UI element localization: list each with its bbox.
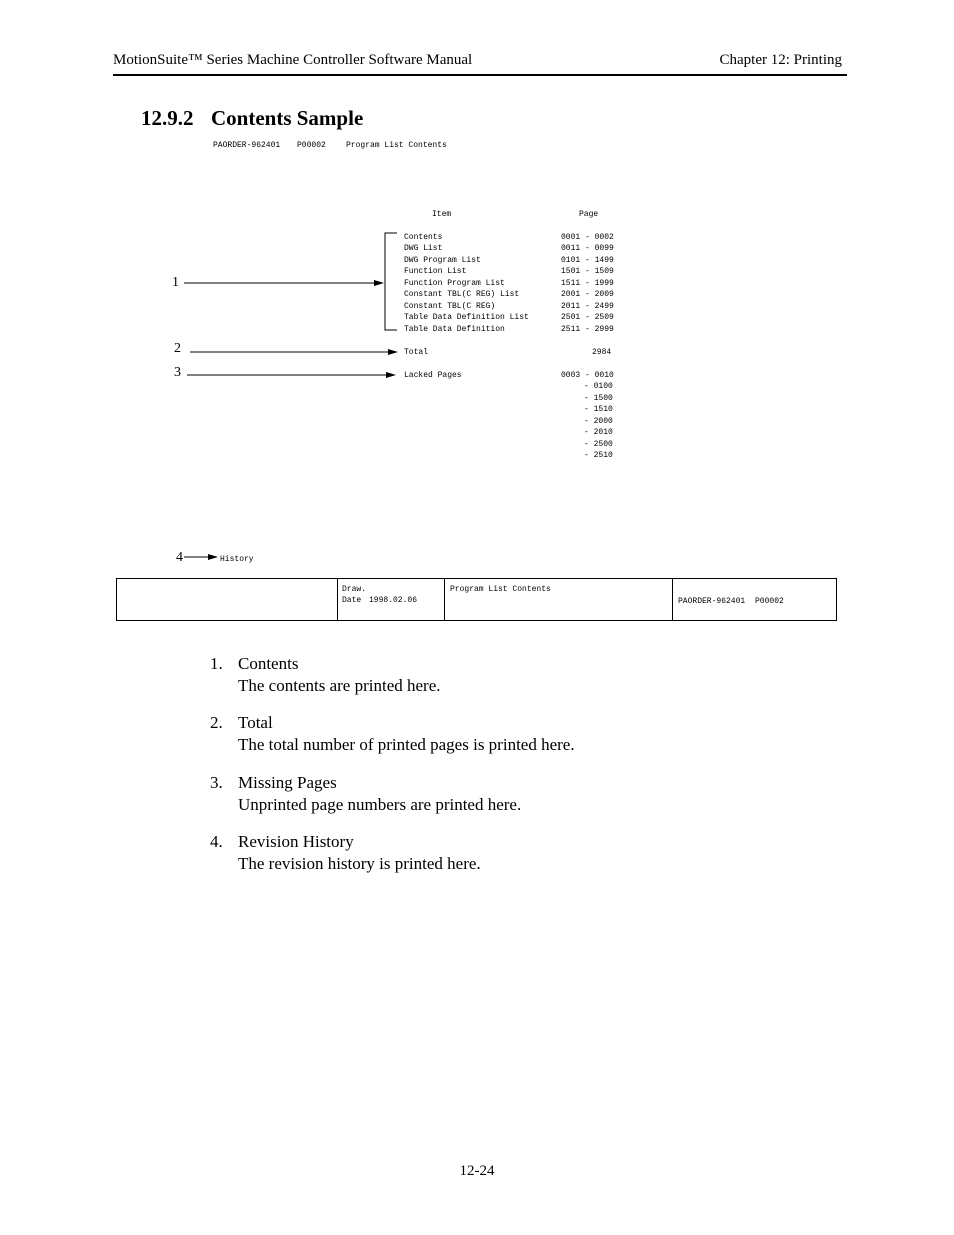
- list-item-title: Revision History: [238, 832, 354, 851]
- callout-number: 1: [172, 275, 179, 290]
- row-page: 0001 - 0002: [561, 233, 614, 242]
- row-item: Table Data Definition List: [404, 313, 529, 322]
- lacked-page-range: - 1500: [584, 394, 613, 403]
- row-page: 1511 - 1999: [561, 279, 614, 288]
- arrowhead: [386, 372, 396, 378]
- list-item-number: 1.: [210, 654, 223, 673]
- list-item: [210, 831, 481, 875]
- list-item-number: 3.: [210, 773, 223, 792]
- running-header-title: MotionSuite™ Series Machine Controller Software Manual: [113, 52, 473, 68]
- list-item-title: Missing Pages: [238, 773, 337, 792]
- arrowhead: [388, 349, 398, 355]
- list-item-number: 4.: [210, 832, 223, 851]
- list-item-description: The total number of printed pages is printed here.: [238, 735, 575, 754]
- callout-number: 2: [174, 341, 181, 356]
- list-item-description: The revision history is printed here.: [238, 854, 481, 873]
- column-header-page: Page: [579, 210, 599, 219]
- lacked-page-range: - 2500: [584, 440, 613, 449]
- lacked-page-range: - 1510: [584, 405, 613, 414]
- date-value: 1998.02.06: [369, 596, 418, 605]
- row-page: 2011 - 2499: [561, 302, 614, 311]
- row-item: DWG List: [404, 244, 443, 253]
- title-block-order: PAORDER-962401: [678, 597, 746, 606]
- row-item: Function Program List: [404, 279, 505, 288]
- sample-list-title: Program List Contents: [346, 141, 447, 150]
- row-page: 1501 - 1509: [561, 267, 614, 276]
- total-label: Total: [404, 348, 429, 357]
- list-item-title: Total: [238, 713, 273, 732]
- running-header-chapter: Chapter 12: Printing: [719, 52, 842, 68]
- row-page: 2001 - 2009: [561, 290, 614, 299]
- page-number: 12-24: [459, 1163, 495, 1179]
- list-item-title: Contents: [238, 654, 299, 673]
- row-page: 0101 - 1499: [561, 256, 614, 265]
- list-item-number: 2.: [210, 713, 223, 732]
- sample-order-number: PAORDER-962401: [213, 141, 281, 150]
- list-item-description: Unprinted page numbers are printed here.: [238, 795, 522, 814]
- title-block-divider: [444, 579, 445, 620]
- list-item: [210, 772, 521, 816]
- lacked-pages-label: Lacked Pages: [404, 371, 462, 380]
- callout-number: 3: [174, 365, 181, 380]
- sample-program-code: P00002: [297, 141, 326, 150]
- row-page: 2501 - 2509: [561, 313, 614, 322]
- lacked-page-range: 0003 - 0010: [561, 371, 614, 380]
- arrowhead: [374, 280, 384, 286]
- row-page: 0011 - 0099: [561, 244, 614, 253]
- contents-bracket: [385, 233, 397, 330]
- history-label: History: [220, 555, 254, 564]
- list-item-description: The contents are printed here.: [238, 676, 441, 695]
- arrowhead: [208, 554, 218, 560]
- row-item: Constant TBL(C REG): [404, 302, 496, 311]
- lacked-page-range: - 2010: [584, 428, 613, 437]
- row-item: Function List: [404, 267, 467, 276]
- lacked-page-range: - 0100: [584, 382, 613, 391]
- lacked-page-range: - 2000: [584, 417, 613, 426]
- title-block-divider: [672, 579, 673, 620]
- row-page: 2511 - 2999: [561, 325, 614, 334]
- row-item: DWG Program List: [404, 256, 481, 265]
- list-item: [210, 653, 441, 697]
- title-block-code: P00002: [755, 597, 784, 606]
- row-item: Table Data Definition: [404, 325, 505, 334]
- row-item: Contents: [404, 233, 443, 242]
- date-label: Date: [342, 596, 362, 605]
- callout-number: 4: [176, 550, 183, 565]
- lacked-page-range: - 2510: [584, 451, 613, 460]
- title-block-title: Program List Contents: [450, 585, 551, 594]
- title-block: [116, 578, 837, 621]
- list-item: [210, 712, 575, 756]
- draw-label: Draw.: [342, 585, 367, 594]
- row-item: Constant TBL(C REG) List: [404, 290, 520, 299]
- section-title: Contents Sample: [211, 106, 364, 130]
- section-number: 12.9.2: [141, 106, 194, 130]
- total-value: 2984: [592, 348, 612, 357]
- column-header-item: Item: [432, 210, 452, 219]
- title-block-divider: [337, 579, 338, 620]
